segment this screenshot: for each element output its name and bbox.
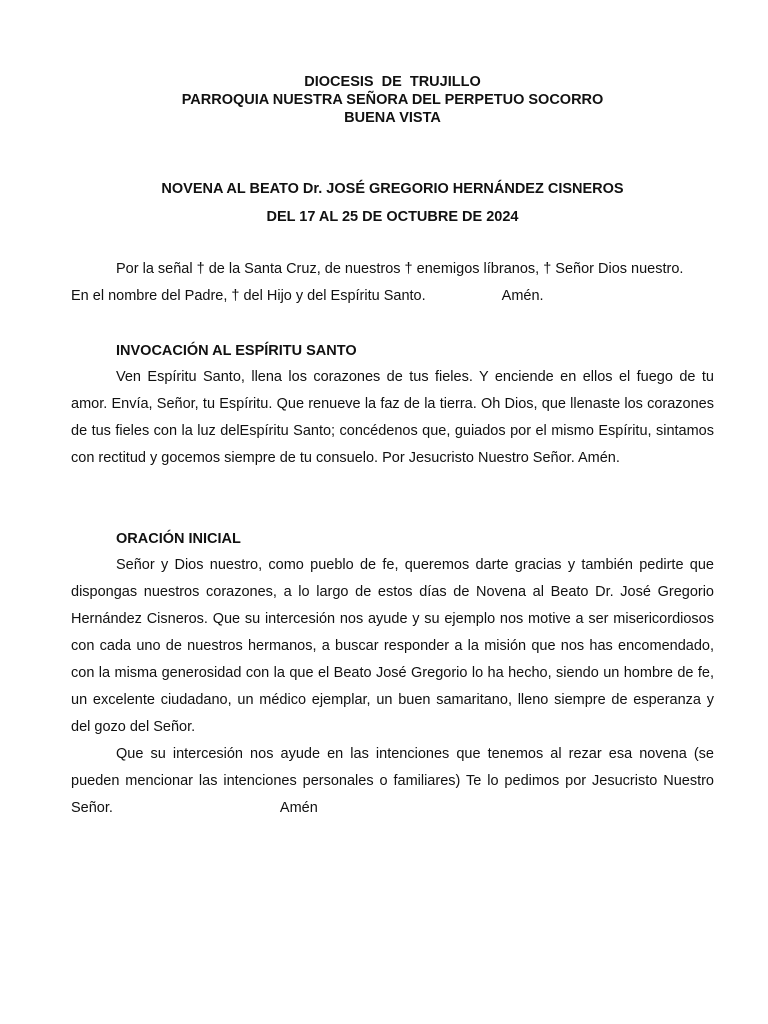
sign-of-cross-text: En el nombre del Padre, † del Hijo y del Espíritu Santo. bbox=[71, 288, 426, 304]
opening-prayer-heading: ORACIÓN INICIAL bbox=[116, 531, 241, 547]
opening-prayer-paragraph-2-wrapper bbox=[71, 741, 714, 822]
parish-header bbox=[0, 73, 768, 127]
location-line: BUENA VISTA bbox=[344, 110, 441, 126]
sign-of-cross-block bbox=[71, 256, 714, 310]
invocation-heading: INVOCACIÓN AL ESPÍRITU SANTO bbox=[116, 343, 357, 359]
opening-prayer-paragraph-2: Que su intercesión nos ayude en las intenciones que tenemos al rezar esa novena (se pueden mencionar las intenciones personales o familiares) Te lo pedimos por Jesucristo Nuestro Señor. bbox=[71, 746, 714, 816]
invocation-text: Ven Espíritu Santo, llena los corazones de tus fieles. Y enciende en ellos el fuego de tu amor. Envía, Señor, tu Espíritu. Que renueve la faz de la tierra. Oh Dios, que llenaste los corazones de tus fieles con la luz delEspíritu Santo; concédenos que, guiados por el mismo Espíritu, sintamos con rectitud y gocemos siempre de tu consuelo. Por Jesucristo Nuestro Señor. Amén. bbox=[71, 369, 714, 466]
novena-dates: DEL 17 AL 25 DE OCTUBRE DE 2024 bbox=[266, 209, 519, 225]
novena-title: NOVENA AL BEATO Dr. JOSÉ GREGORIO HERNÁNDEZ CISNEROS bbox=[161, 181, 624, 197]
invocation-block bbox=[71, 364, 714, 472]
sign-of-cross-line-2 bbox=[71, 283, 714, 310]
sign-of-cross-amen: Amén. bbox=[501, 288, 544, 304]
diocese-line: DIOCESIS DE TRUJILLO bbox=[304, 74, 481, 90]
opening-prayer-paragraph-1: Señor y Dios nuestro, como pueblo de fe, queremos darte gracias y también pedirte que dispongas nuestros corazones, a lo largo de estos días de Novena al Beato Dr. José Gregorio Hernández Cisneros. Que su intercesión nos ayude y su ejemplo nos motive a ser misericordiosos con cada uno de nuestros hermanos, a buscar responder a la misión que nos has encomendado, con la misma generosidad con la que el Beato José Gregorio lo ha hecho, siendo un hombre de fe, un excelente ciudadano, un médico ejemplar, un buen samaritano, lleno siempre de esperanza y del gozo del Señor. bbox=[71, 557, 714, 735]
sign-of-cross-line-1: Por la señal † de la Santa Cruz, de nuestros † enemigos líbranos, † Señor Dios nuestro. bbox=[116, 261, 684, 277]
opening-prayer-block bbox=[71, 552, 714, 822]
opening-prayer-amen: Amén bbox=[279, 800, 318, 816]
parish-line: PARROQUIA NUESTRA SEÑORA DEL PERPETUO SOCORRO bbox=[181, 92, 604, 108]
